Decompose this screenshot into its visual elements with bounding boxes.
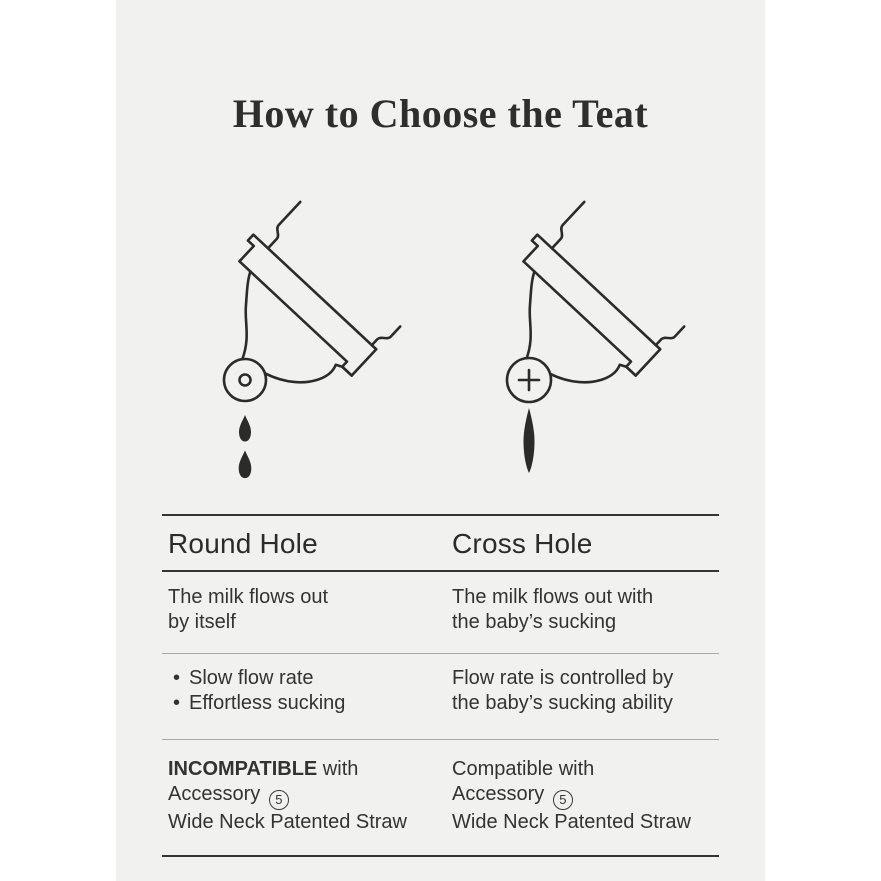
cell-text-line bbox=[452, 782, 719, 810]
cell-text: with bbox=[317, 758, 359, 780]
column-header-cross-hole: Cross Hole bbox=[452, 527, 593, 559]
table-row-flow bbox=[162, 572, 719, 654]
cell-text-line: Compatible with bbox=[452, 758, 595, 780]
milk-drop-icon bbox=[239, 450, 252, 478]
teat-tip-circle bbox=[224, 359, 266, 401]
cell-text-line: The milk flows out with bbox=[452, 586, 654, 608]
cross-hole-flow-cell bbox=[452, 585, 719, 653]
cell-text: Accessory bbox=[452, 783, 545, 805]
list-item bbox=[173, 691, 452, 716]
cell-text: Accessory bbox=[168, 783, 261, 805]
table-row-rate bbox=[162, 654, 719, 740]
table-row-compatibility bbox=[162, 740, 719, 857]
accessory-5-badge: 5 bbox=[553, 790, 573, 810]
cross-hole-rate-cell bbox=[452, 666, 719, 739]
teat-illustration-round-hole bbox=[186, 194, 416, 478]
cross-hole-compatibility-cell bbox=[452, 757, 719, 855]
comparison-table bbox=[162, 514, 719, 857]
column-header-round-hole: Round Hole bbox=[168, 527, 318, 559]
bullet-list bbox=[168, 666, 452, 716]
cell-text-line: the baby’s sucking bbox=[452, 611, 617, 633]
round-hole-rate-cell bbox=[162, 666, 452, 739]
accessory-5-badge: 5 bbox=[269, 790, 289, 810]
round-hole-flow-cell bbox=[162, 585, 452, 653]
cell-text-line: The milk flows out bbox=[168, 586, 329, 608]
milk-drop-icon bbox=[239, 415, 251, 442]
table-header-row bbox=[162, 514, 719, 572]
list-item bbox=[173, 666, 452, 691]
teat-outline bbox=[186, 194, 416, 423]
cell-text-line: the baby’s sucking ability bbox=[452, 692, 673, 714]
teat-illustrations bbox=[116, 0, 765, 520]
cell-text-line bbox=[168, 782, 452, 810]
page-title: How to Choose the Teat bbox=[232, 91, 649, 136]
incompatible-label: INCOMPATIBLE bbox=[168, 758, 318, 780]
cell-text-line: by itself bbox=[168, 611, 236, 633]
cell-text-line: Wide Neck Patented Straw bbox=[452, 810, 691, 833]
cell-text-line: Flow rate is controlled by bbox=[452, 667, 674, 689]
cell-text-line: Wide Neck Patented Straw bbox=[168, 810, 407, 833]
teat-outline bbox=[470, 194, 700, 423]
round-hole-compatibility-cell bbox=[162, 757, 452, 855]
infographic-panel bbox=[116, 0, 765, 881]
bullet-text: Slow flow rate bbox=[189, 667, 314, 689]
bullet-text: Effortless sucking bbox=[189, 692, 346, 714]
milk-stream-icon bbox=[524, 408, 535, 473]
teat-illustration-cross-hole bbox=[470, 194, 700, 473]
cell-text-line bbox=[168, 757, 452, 782]
